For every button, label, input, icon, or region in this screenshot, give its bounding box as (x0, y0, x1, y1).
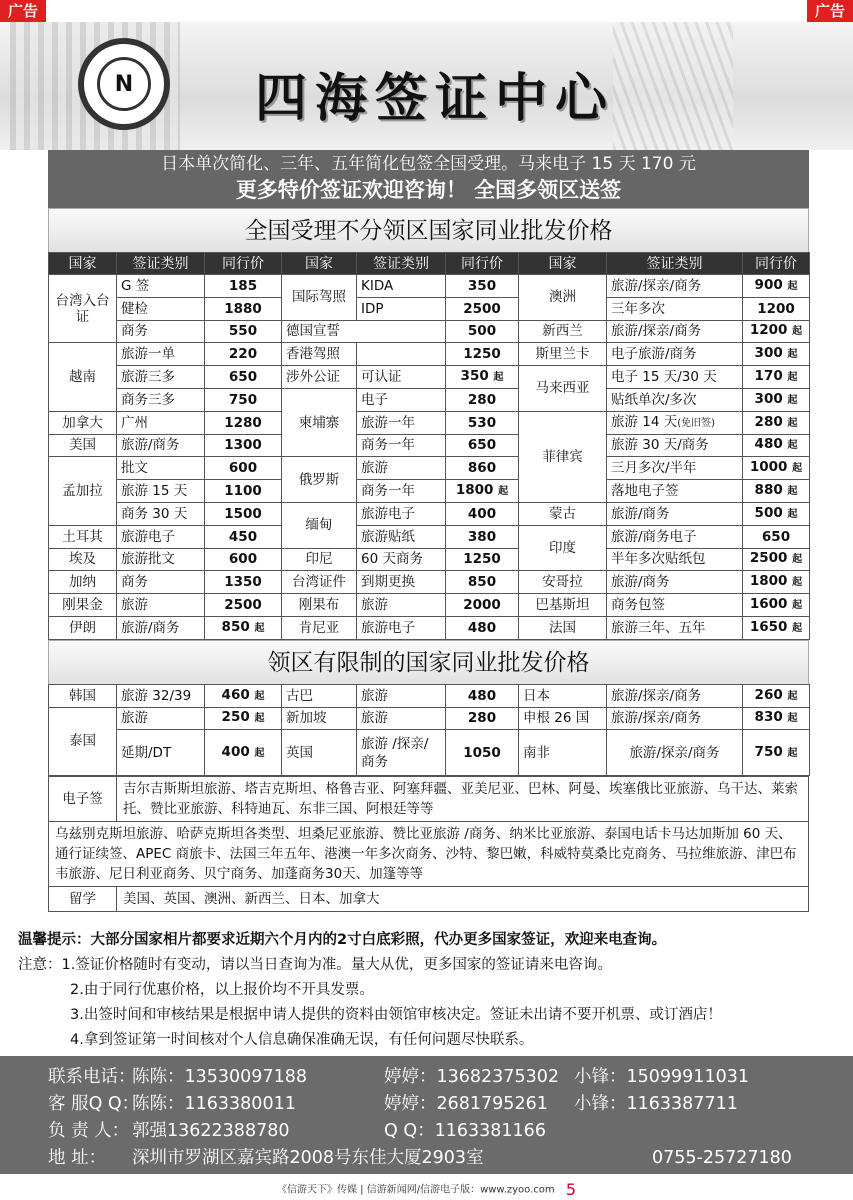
type-cell: 三月多次/半年 (607, 457, 743, 480)
price-cell: 170 起 (743, 366, 810, 389)
boss-qq[interactable]: Q Q：1163381166 (384, 1121, 546, 1141)
type-cell: 可认证 (357, 366, 446, 389)
type-cell: 商务一年 (357, 480, 446, 503)
price-cell: 600 (205, 457, 282, 480)
qq-label: 客 服Q Q： (48, 1094, 140, 1114)
price-cell: 1300 (205, 434, 282, 457)
page-footer (0, 1180, 853, 1199)
country-cell: 蒙古 (519, 502, 607, 525)
type-cell: 商务 (117, 320, 205, 343)
type-cell: 旅游 (117, 594, 205, 617)
country-cell: 加纳 (49, 571, 117, 594)
type-cell: 商务三多 (117, 388, 205, 411)
price-cell: 280 (446, 388, 519, 411)
contact-panel (0, 1056, 853, 1174)
type-cell (357, 343, 446, 366)
type-cell: 旅游 (357, 707, 446, 730)
country-cell: 伊朗 (49, 616, 117, 639)
type-cell: 延期/DT (117, 730, 205, 776)
table-row (49, 730, 810, 776)
type-cell: 旅游 32/39 (117, 684, 205, 707)
country-cell: 俄罗斯 (282, 457, 357, 503)
country-cell: 法国 (519, 616, 607, 639)
type-cell: 旅游一年 (357, 411, 446, 434)
price-cell: 1650 起 (743, 616, 810, 639)
price-cell: 900 起 (743, 275, 810, 298)
price-cell: 830 起 (743, 707, 810, 730)
price-cell: 280 起 (743, 411, 810, 434)
country-cell: 孟加拉 (49, 457, 117, 525)
type-cell: 商务一年 (357, 434, 446, 457)
price-cell: 380 (446, 525, 519, 548)
country-cell: 埃及 (49, 548, 117, 571)
type-cell: 旅游 (357, 594, 446, 617)
type-cell: 旅游 30 天/商务 (607, 434, 743, 457)
section-title-nationwide: 全国受理不分领区国家同业批发价格 (48, 208, 809, 252)
ad-label-left: 广告 (0, 0, 46, 22)
section-title-restricted: 领区有限制的国家同业批发价格 (48, 640, 809, 684)
price-cell: 350 (446, 275, 519, 298)
boss-phone[interactable]: 郭强13622388780 (132, 1121, 290, 1141)
price-cell: 530 (446, 411, 519, 434)
table-row (49, 707, 810, 730)
table-row (49, 594, 810, 617)
page-number: 5 (565, 1180, 577, 1199)
price-cell: 1500 (205, 502, 282, 525)
price-cell: 1280 (205, 411, 282, 434)
country-cell: 泰国 (49, 707, 117, 776)
type-cell: 旅游/商务 (607, 502, 743, 525)
table-row (49, 822, 809, 887)
type-cell: 旅游 (357, 684, 446, 707)
price-cell: 460 起 (205, 684, 282, 707)
note-4: 4.拿到签证第一时间核对个人信息确保准确无误，有任何问题尽快联系。 (70, 1032, 534, 1048)
country-cell: 涉外公证 (282, 366, 357, 389)
type-cell: 旅游电子 (117, 525, 205, 548)
type-cell: 商务包签 (607, 594, 743, 617)
price-cell: 880 起 (743, 480, 810, 503)
study-text: 美国、英国、澳洲、新西兰、日本、加拿大 (117, 887, 809, 912)
price-cell: 600 (205, 548, 282, 571)
price-cell: 2000 (446, 594, 519, 617)
table-row (49, 777, 809, 822)
table-header-row (49, 253, 810, 275)
country-cell: 安哥拉 (519, 571, 607, 594)
address-text: 深圳市罗湖区嘉宾路2008号东佳大厦2903室 (132, 1148, 484, 1168)
type-cell: 广州 (117, 411, 205, 434)
country-cell: 菲律宾 (519, 411, 607, 502)
warm-tip: 温馨提示：大部分国家相片都要求近期六个月内的2寸白底彩照，代办更多国家签证，欢迎来电查询。 (18, 932, 667, 948)
type-cell: 德国宣誓 (282, 320, 446, 343)
type-cell: 商务 30 天 (117, 502, 205, 525)
price-cell: 850 (446, 571, 519, 594)
table-row (49, 457, 810, 480)
contact-phone-row (48, 1064, 853, 1091)
table-row (49, 320, 810, 343)
country-cell: 柬埔寨 (282, 388, 357, 456)
promo-banner (48, 150, 809, 208)
esign-label: 电子签 (49, 777, 117, 822)
type-cell: 三年多次 (607, 297, 743, 320)
logo-monogram-icon: N (97, 57, 151, 111)
qq-a[interactable]: 陈陈：1163380011 (132, 1094, 296, 1114)
table-row (49, 366, 810, 389)
col-header: 同行价 (446, 253, 519, 275)
table-row (49, 684, 810, 707)
note-2: 2.由于同行优惠价格，以上报价均不开具发票。 (70, 982, 374, 998)
country-cell: 英国 (282, 730, 357, 776)
country-cell: 国际驾照 (282, 275, 357, 321)
type-cell: 旅游电子 (357, 616, 446, 639)
price-cell: 400 起 (205, 730, 282, 776)
price-cell: 850 起 (205, 616, 282, 639)
header-banner (0, 22, 853, 150)
type-cell: 旅游 15 天 (117, 480, 205, 503)
country-cell: 印度 (519, 525, 607, 571)
table-row (49, 434, 810, 457)
country-cell: 肯尼亚 (282, 616, 357, 639)
ad-label-right: 广告 (807, 0, 853, 22)
type-cell: IDP (357, 297, 446, 320)
brand-title: 四海签证中心 (255, 68, 616, 129)
type-cell: 旅游/商务 (117, 616, 205, 639)
type-cell: 旅游/商务电子 (607, 525, 743, 548)
price-cell: 280 (446, 707, 519, 730)
note-3: 3.出签时间和审核结果是根据申请人提供的资料由领馆审核决定。签证未出请不要开机票、或订酒店！ (70, 1007, 722, 1023)
price-cell: 350 起 (446, 366, 519, 389)
price-cell: 1800 起 (446, 480, 519, 503)
country-cell: 南非 (519, 730, 607, 776)
col-header: 签证类别 (607, 253, 743, 275)
phone-c[interactable]: 小锋：15099911031 (574, 1067, 749, 1087)
type-cell: 电子 (357, 388, 446, 411)
type-cell: 旅游/探亲/商务 (607, 707, 743, 730)
qq-b[interactable]: 婷婷：2681795261 (384, 1094, 548, 1114)
type-cell: 落地电子签 (607, 480, 743, 503)
price-cell: 1350 (205, 571, 282, 594)
eiffel-decoration (613, 22, 733, 150)
price-cell: 650 (743, 525, 810, 548)
table-row (49, 297, 810, 320)
price-cell: 650 (205, 366, 282, 389)
country-cell: 缅甸 (282, 502, 357, 548)
footer-text: 《信游天下》传媒 | 信游新闻网/信游电子版：www.zyoo.com (276, 1184, 555, 1196)
type-cell: 旅游/商务 (117, 434, 205, 457)
esign-text-2: 乌兹别克斯坦旅游、哈萨克斯坦各类型、坦桑尼亚旅游、赞比亚旅游 /商务、纳米比亚旅游、泰国电话卡马达加斯加 60 天、通行证续签、APEC 商旅卡、法国三年五年、港澳一年多次商务、沙特、黎巴嫩，科威特莫桑比克商务、马拉维旅游、津巴布韦旅游、尼日利亚商务、贝宁商务、加蓬商务30天、加篷等等 (49, 822, 809, 887)
col-header: 国家 (49, 253, 117, 275)
type-cell: 60 天商务 (357, 548, 446, 571)
price-cell: 300 起 (743, 343, 810, 366)
country-cell: 刚果布 (282, 594, 357, 617)
price-cell: 1250 (446, 548, 519, 571)
price-sheet (48, 150, 809, 912)
country-cell: 马来西亚 (519, 366, 607, 412)
price-cell: 750 (205, 388, 282, 411)
price-cell: 480 起 (743, 434, 810, 457)
type-cell: 商务 (117, 571, 205, 594)
country-cell: 巴基斯坦 (519, 594, 607, 617)
type-cell: 批文 (117, 457, 205, 480)
price-cell: 1250 (446, 343, 519, 366)
country-cell: 台湾入台证 (49, 275, 117, 343)
restricted-price-table (48, 684, 810, 777)
type-cell: 旅游三多 (117, 366, 205, 389)
country-cell: 越南 (49, 343, 117, 411)
table-row (49, 887, 809, 912)
promo-line-2: 更多特价签证欢迎咨询！ 全国多领区送签 (235, 178, 622, 202)
country-cell: 印尼 (282, 548, 357, 571)
type-cell: 旅游贴纸 (357, 525, 446, 548)
type-cell: 贴纸单次/多次 (607, 388, 743, 411)
nationwide-price-table (48, 252, 810, 640)
col-header: 国家 (519, 253, 607, 275)
price-cell: 750 起 (743, 730, 810, 776)
price-cell: 500 (446, 320, 519, 343)
study-label: 留学 (49, 887, 117, 912)
table-row (49, 275, 810, 298)
price-cell: 1100 (205, 480, 282, 503)
price-cell: 860 (446, 457, 519, 480)
notes-section (18, 928, 838, 1053)
country-cell: 加拿大 (49, 411, 117, 434)
type-cell: 旅游/探亲/商务 (607, 320, 743, 343)
price-cell: 1800 起 (743, 571, 810, 594)
phone-label: 联系电话： (48, 1067, 136, 1087)
col-header: 签证类别 (117, 253, 205, 275)
esign-text-1: 吉尔吉斯斯坦旅游、塔吉克斯坦、格鲁吉亚、阿塞拜疆、亚美尼亚、巴林、阿曼、埃塞俄比亚旅游、乌干达、莱索托、赞比亚旅游、科特迪瓦、东非三国、阿根廷等等 (117, 777, 809, 822)
qq-c[interactable]: 小锋：1163387711 (574, 1094, 738, 1114)
country-cell: 土耳其 (49, 525, 117, 548)
type-cell: 旅游/商务 (607, 571, 743, 594)
promo-line-1: 日本单次简化、三年、五年简化包签全国受理。马来电子 15 天 170 元 (161, 154, 696, 174)
price-cell: 220 (205, 343, 282, 366)
price-cell: 480 (446, 616, 519, 639)
country-cell: 台湾证件 (282, 571, 357, 594)
price-cell: 450 (205, 525, 282, 548)
phone-b[interactable]: 婷婷：13682375302 (384, 1067, 559, 1087)
price-cell: 185 (205, 275, 282, 298)
type-cell: 旅游/探亲/商务 (607, 684, 743, 707)
type-cell: 旅游三年、五年 (607, 616, 743, 639)
col-header: 同行价 (743, 253, 810, 275)
table-row (49, 502, 810, 525)
type-cell: 电子 15 天/30 天 (607, 366, 743, 389)
table-row (49, 388, 810, 411)
price-cell: 650 (446, 434, 519, 457)
type-cell: G 签 (117, 275, 205, 298)
col-header: 同行价 (205, 253, 282, 275)
type-cell: 旅游一单 (117, 343, 205, 366)
col-header: 签证类别 (357, 253, 446, 275)
phone-a[interactable]: 陈陈：13530097188 (132, 1067, 307, 1087)
address-label: 地 址： (48, 1148, 107, 1168)
office-phone[interactable]: 0755-25727180 (652, 1148, 792, 1168)
country-cell: 古巴 (282, 684, 357, 707)
table-row (49, 571, 810, 594)
price-cell: 2500 (205, 594, 282, 617)
country-cell: 澳洲 (519, 275, 607, 321)
table-row (49, 616, 810, 639)
country-cell: 新西兰 (519, 320, 607, 343)
type-cell: 电子旅游/商务 (607, 343, 743, 366)
country-cell: 刚果金 (49, 594, 117, 617)
price-cell: 2500 起 (743, 548, 810, 571)
type-cell: KIDA (357, 275, 446, 298)
contact-address-row (48, 1145, 853, 1172)
note-1: 注意：1.签证价格随时有变动，请以当日查询为准。量大从优，更多国家的签证请来电咨询。 (18, 957, 612, 973)
country-cell: 韩国 (49, 684, 117, 707)
country-cell: 美国 (49, 434, 117, 457)
table-row (49, 525, 810, 548)
price-cell: 1880 (205, 297, 282, 320)
table-row (49, 548, 810, 571)
price-cell: 1200 起 (743, 320, 810, 343)
price-cell: 1200 (743, 297, 810, 320)
type-cell: 旅游/探亲/商务 (607, 730, 743, 776)
price-cell: 480 (446, 684, 519, 707)
price-cell: 400 (446, 502, 519, 525)
boss-label: 负 责 人： (48, 1121, 130, 1141)
country-cell: 香港驾照 (282, 343, 357, 366)
price-cell: 550 (205, 320, 282, 343)
type-cell: 旅游/探亲/商务 (607, 275, 743, 298)
price-cell: 260 起 (743, 684, 810, 707)
table-row (49, 411, 810, 434)
price-cell: 2500 (446, 297, 519, 320)
price-cell: 1050 (446, 730, 519, 776)
type-cell: 旅游批文 (117, 548, 205, 571)
type-cell: 健检 (117, 297, 205, 320)
country-cell: 斯里兰卡 (519, 343, 607, 366)
contact-qq-row (48, 1091, 853, 1118)
price-cell: 300 起 (743, 388, 810, 411)
type-cell: 旅游 (357, 457, 446, 480)
price-cell: 1600 起 (743, 594, 810, 617)
price-cell: 1000 起 (743, 457, 810, 480)
type-cell: 旅游 14 天(免旧签) (607, 411, 743, 434)
country-cell: 申根 26 国 (519, 707, 607, 730)
type-cell: 半年多次贴纸包 (607, 548, 743, 571)
country-cell: 日本 (519, 684, 607, 707)
price-cell: 500 起 (743, 502, 810, 525)
esign-table (48, 776, 809, 912)
price-cell: 250 起 (205, 707, 282, 730)
contact-boss-row (48, 1118, 853, 1145)
table-row (49, 480, 810, 503)
type-cell: 旅游 (117, 707, 205, 730)
country-cell: 新加坡 (282, 707, 357, 730)
table-row (49, 343, 810, 366)
logo-seal-icon (78, 38, 170, 130)
type-cell: 旅游 /探亲/商务 (357, 730, 446, 776)
type-cell: 旅游电子 (357, 502, 446, 525)
col-header: 国家 (282, 253, 357, 275)
type-cell: 到期更换 (357, 571, 446, 594)
